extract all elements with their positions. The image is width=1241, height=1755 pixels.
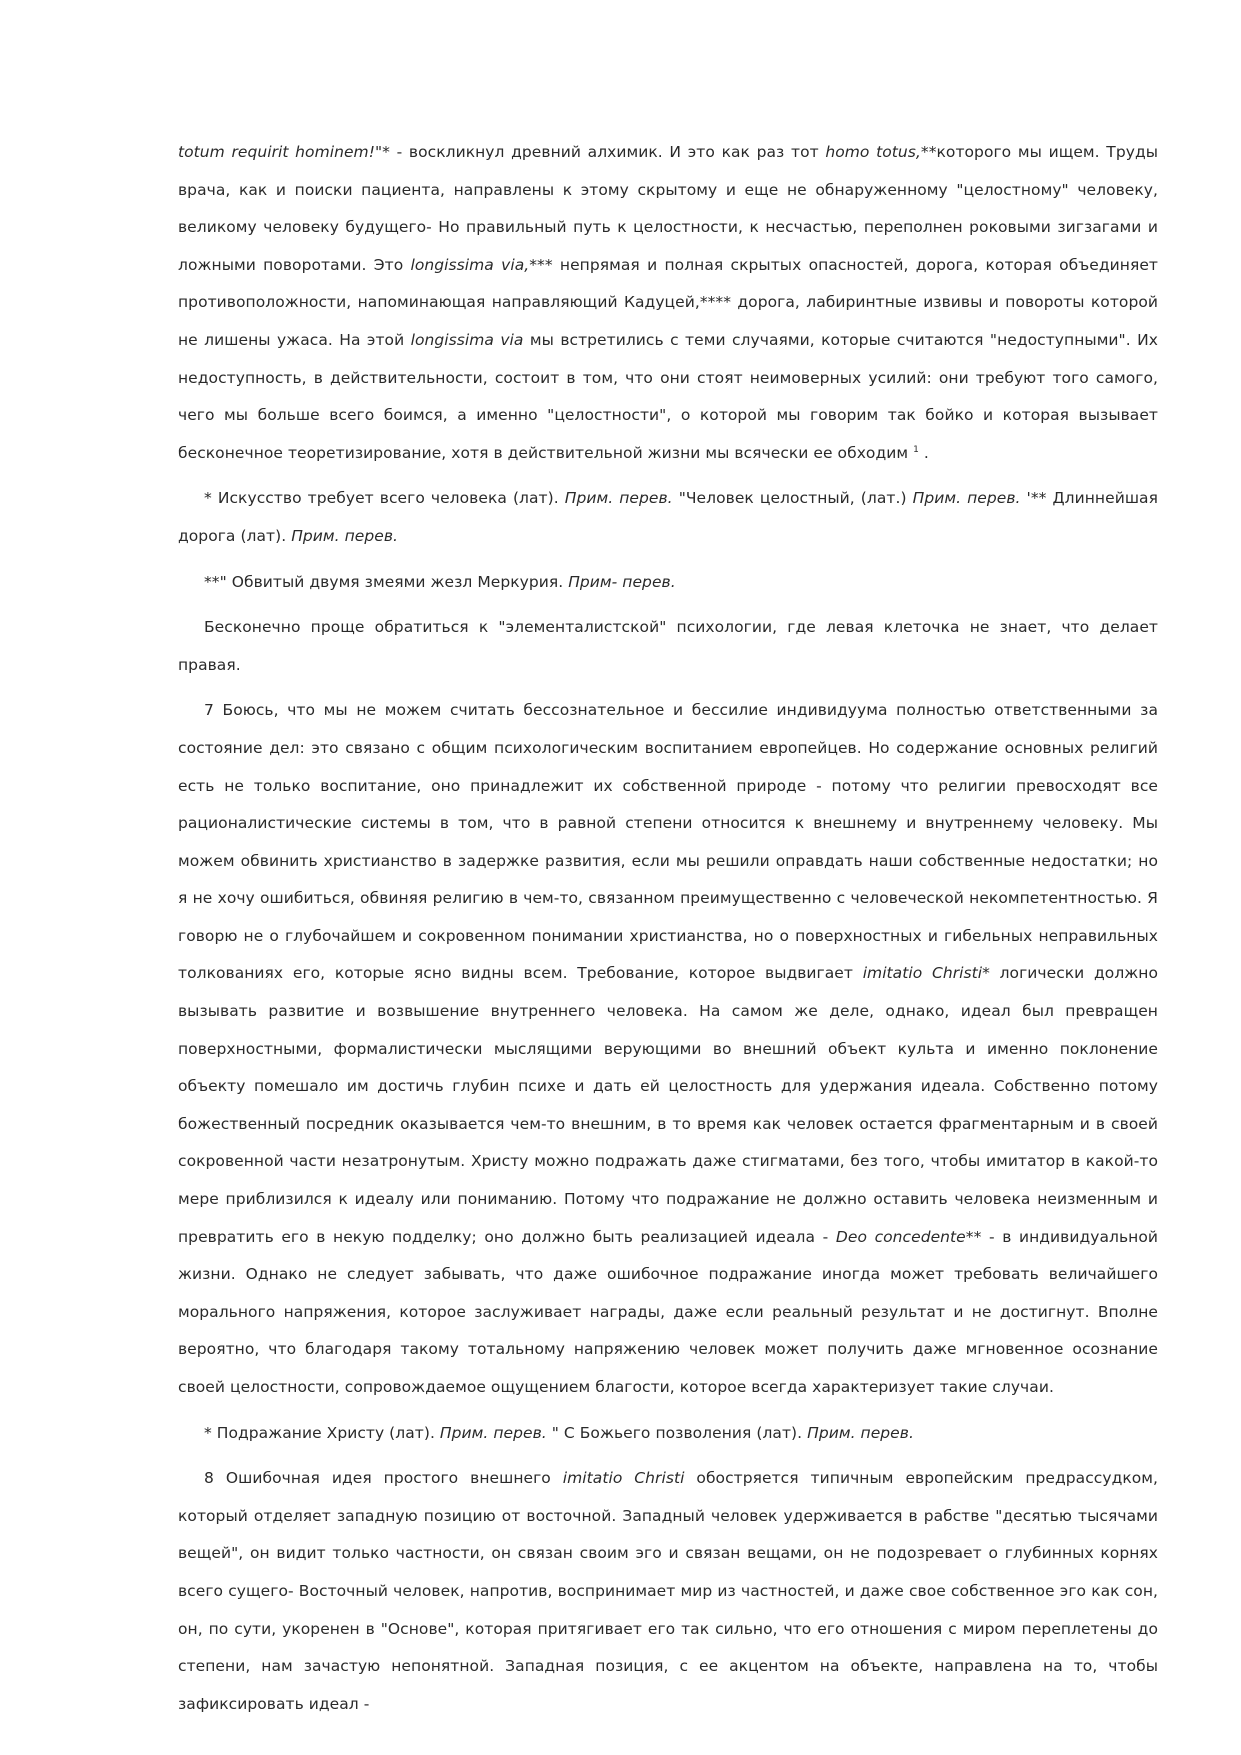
text-run: - в индивидуальной жизни. Однако не следует забывать, что даже ошибочное подражание иногда может требовать величайшего морального напряжения, которое заслуживает награды, даже если реальный результат и не достигнут. Вполне вероятно, что благодаря такому тотальному напряжению человек может получить даже мгновенное осознание своей целостности, сопровождаемое ощущением благости, которое всегда характеризует такие случаи. <box>178 1227 1158 1396</box>
text-run: " С Божьего позволения (лат). <box>546 1423 808 1442</box>
text-run: мы встретились с теми случаями, которые считаются "недоступными". Их недоступность, в действительности, состоит в том, что они стоят неимоверных усилий: они требуют того самого, чего мы больше всего боимся, а именно "целостности", о которой мы говорим так бойко и которая вызывает бесконечное теоретизирование, хотя в действительной жизни мы всячески ее обходим <box>178 330 1158 462</box>
text-run: * Искусство требует всего человека (лат). <box>204 489 565 508</box>
italic-run: longissima via <box>410 330 524 349</box>
text-run: "* - воскликнул древний алхимик. И это как раз тот <box>374 143 826 161</box>
text-run: которого мы ищем. Труды врача, как и поиски пациента, направлены к этому скрытому и еще не обнаруженному "целостному" человеку, великому человеку будущего- Но правильный путь к целостности, к несчастью, переполнен роковыми зигзагами и ложными поворотами. Это <box>178 143 1158 274</box>
italic-run: imitatio Christi <box>562 1469 685 1488</box>
text-run: . <box>918 443 929 462</box>
text-run: * Подражание Христу (лат). <box>204 1423 440 1442</box>
italic-run: homo totus,** <box>825 143 937 161</box>
italic-run: Прим. перев. <box>291 526 399 545</box>
text-run: непрямая и полная скрытых опасностей, дорога, которая объединяет противоположности, напоминающая направляющий Кадуцей,**** дорога, лабиринтные извивы и повороты которой не лишены ужаса. На этой <box>178 255 1158 349</box>
footnote-alchemist <box>178 480 1158 555</box>
italic-run: imitatio Christi* <box>862 964 990 983</box>
italic-run: Прим. перев. <box>807 1423 914 1442</box>
text-run: обостряется типичным европейским предрассудком, который отделяет западную позицию от восточной. Западный человек удерживается в рабстве "десятью тысячами вещей", он видит только частности, он связан своим эго и связан вещами, он не подозревает о глубинных корнях всего сущего- Восточный человек, напротив, воспринимает мир из частностей, и даже свое собственное эго как сон, он, по сути, укоренен в "Основе", которая притягивает его так сильно, что его отношения с миром переплетены до степени, нам зачастую непонятной. Западная позиция, с ее акцентом на объекте, направлена на то, чтобы зафиксировать идеал - <box>178 1469 1158 1713</box>
text-run: 8 Ошибочная идея простого внешнего <box>204 1469 563 1488</box>
footnote-caduceus <box>178 564 1158 602</box>
text-run: **" Обвитый двумя змеями жезл Меркурия. <box>204 572 569 591</box>
italic-run: longissima via,*** <box>410 255 553 274</box>
italic-run: Прим. перев. <box>564 489 673 508</box>
text-run: логически должно вызывать развитие и возвышение внутреннего человека. На самом же деле, однако, идеал был превращен поверхностными, формалистически мыслящими верующими во внешний объект культа и именно поклонение объекту помешало им достичь глубин психе и дать ей целостность для удержания идеала. Собственно потому божественный посредник оказывается чем-то внешним, в то время как человек остается фрагментарным и в своей сокровенной части незатронутым. Христу можно подражать даже стигматами, без того, чтобы имитатор в какой-то мере приблизился к идеалу или пониманию. Потому что подражание не должно оставить человека неизменным и превратить его в некую подделку; оно должно быть реализацией идеала - <box>178 964 1159 1246</box>
text-run: "Человек целостный, (лат.) <box>672 489 913 508</box>
document-page <box>178 134 1158 1723</box>
paragraph-alchemist <box>178 134 1158 472</box>
footnote-imitatio <box>178 1415 1158 1453</box>
paragraph-8 <box>178 1460 1158 1723</box>
italic-run: Прим- перев. <box>568 572 676 591</box>
text-run: 7 Боюсь, что мы не можем считать бессознательное и бессилие индивидуума полностью ответственными за состояние дел: это связано с общим психологическим воспитанием европейцев. Но содержание основных религий есть не только воспитание, оно принадлежит их собственной природе - потому что религии превосходят все рационалистические системы в том, что в равной степени относится к внешнему и внутреннему человеку. Мы можем обвинить христианство в задержке развития, если мы решили оправдать наши собственные недостатки; но я не хочу ошибиться, обвиняя религию в чем-то, связанном преимущественно с человеческой некомпетентностью. Я говорю не о глубочайшем и сокровенном понимании христианства, но о поверхностных и гибельных неправильных толкованиях его, которые ясно видны всем. Требование, которое выдвигает <box>178 701 1158 983</box>
text-run: '** Длиннейшая дорога (лат). <box>178 489 1158 545</box>
italic-run: Deo concedente** <box>835 1227 982 1246</box>
paragraph-7 <box>178 692 1158 1406</box>
italic-run: Прим. перев. <box>439 1423 547 1442</box>
text-run: Бесконечно проще обратиться к "элементалистской" психологии, где левая клеточка не знает, что делает правая. <box>178 618 1158 674</box>
footnote-elementalist <box>178 609 1158 684</box>
italic-run: Прим. перев. <box>912 489 1021 508</box>
footnote-marker: 1 <box>913 444 919 455</box>
italic-run: totum requirit hominem! <box>178 143 375 161</box>
